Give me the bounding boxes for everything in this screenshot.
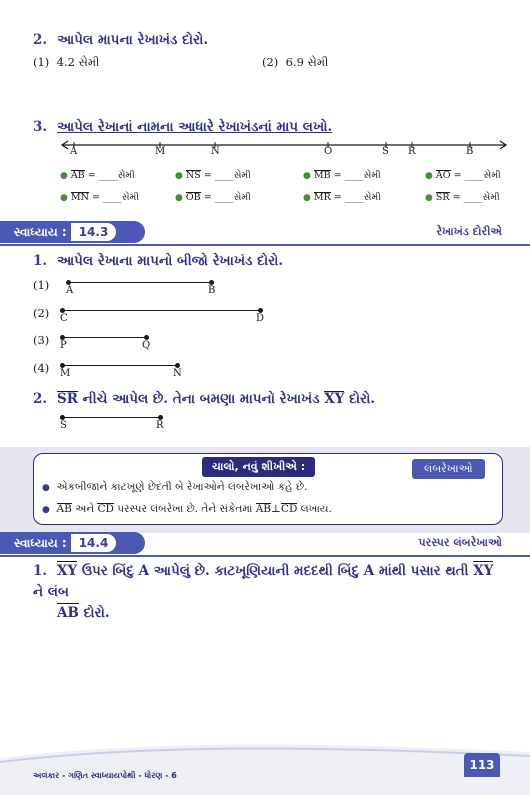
number-line: [60, 138, 510, 160]
segment-cd: [62, 310, 260, 311]
segment-pq: [62, 337, 146, 338]
point-label: A: [66, 285, 74, 296]
point-label: B: [466, 146, 474, 157]
footer-book-title: અલંકાર - ગણિત સ્વાધ્યાયપોથી - ધોરણ - 6: [33, 771, 177, 780]
q2-item-1: (1) 4.2 સેમી: [33, 55, 100, 69]
learn-topic: લંબરેખાઓ: [412, 459, 485, 479]
banner-rule: [0, 244, 530, 246]
footer: [0, 730, 530, 795]
point-label: R: [156, 420, 164, 431]
bullet-icon: ●: [42, 483, 50, 493]
bullet-icon: ●: [425, 193, 433, 203]
q3-heading: 3. આપેલ રેખાનાં નામના આધારે રેખાખંડનાં માપ લખો.: [33, 119, 333, 135]
exercise-title: રેખાખંડ દોરીએ: [436, 225, 502, 238]
bullet-icon: ●: [60, 193, 68, 203]
banner-rule: [0, 555, 530, 557]
point-label: B: [208, 285, 216, 296]
point-label: M: [60, 368, 71, 379]
point-label: S: [382, 146, 389, 157]
e1-item-3: (3): [33, 333, 50, 347]
line-svg: [60, 138, 510, 160]
q2-item-2: (2) 6.9 સેમી: [262, 55, 329, 69]
bullet-icon: ●: [425, 171, 433, 181]
e1-item-4: (4): [33, 361, 50, 375]
bullet-icon: ●: [175, 171, 183, 181]
measure-blank: ● MB = ____સેમી: [303, 170, 381, 181]
point-label: N: [173, 368, 182, 379]
measure-blank: ● AB = ____સેમી: [60, 170, 135, 181]
bullet-icon: ●: [175, 193, 183, 203]
point-label: R: [408, 146, 416, 157]
bullet-icon: ●: [303, 193, 311, 203]
point-label: O: [324, 146, 333, 157]
measure-blank: ● MN = ____સેમી: [60, 192, 140, 203]
exercise-title: પરસ્પર લંબરેખાઓ: [418, 536, 502, 549]
e1-item-1: (1): [33, 278, 50, 292]
e2-heading: 2. SR નીચે આપેલ છે. તેના બમણા માપનો રેખાખંડ XY દોરો.: [33, 391, 376, 407]
q2-heading: 2. આપેલ માપના રેખાખંડ દોરો.: [33, 32, 209, 48]
measure-blank: ● SR = ____સેમી: [425, 192, 500, 203]
exercise-banner-14-3: [0, 221, 530, 246]
learn-bullet-1: ● એકબીજાને કાટખૂણે છેદતી બે રેખાઓને લંબરેખાઓ કહે છે.: [42, 481, 308, 493]
e1-item-2: (2): [33, 306, 50, 320]
segment-ab: [68, 282, 211, 283]
measure-blank: ● NS = ____સેમી: [175, 170, 251, 181]
measure-blank: ● MR = ____સેમી: [303, 192, 381, 203]
exercise-label: સ્વાધ્યાય : 14.3: [0, 221, 145, 243]
f1-heading: 1. XY ઉપર બિંદુ A આપેલું છે. કાટખૂણિયાની મદદથી બિંદુ A માંથી પસાર થતી XY ને લંબ AB દોરો.: [33, 561, 503, 624]
measure-blank: ● OB = ____સેમી: [175, 192, 251, 203]
bullet-icon: ●: [60, 171, 68, 181]
segment-mn: [62, 365, 177, 366]
point-label: M: [155, 146, 166, 157]
point-label: Q: [142, 340, 151, 351]
segment-sr: [62, 417, 160, 418]
point-label: C: [60, 313, 68, 324]
point-label: D: [256, 313, 265, 324]
exercise-banner-14-4: [0, 532, 530, 557]
learn-bullet-2: ● AB અને CD પરસ્પર લંબરેખા છે. તેને સંકેતમાં AB⊥CD લખાય.: [42, 503, 332, 515]
learn-tag: ચાલો, નવું શીખીએ :: [202, 457, 315, 477]
point-label: S: [60, 420, 67, 431]
page-number: 113: [464, 753, 500, 777]
point-label: A: [70, 146, 78, 157]
bullet-icon: ●: [42, 505, 50, 515]
measure-blank: ● AO = ____સેમી: [425, 170, 501, 181]
point-label: N: [211, 146, 220, 157]
footer-wave: [0, 730, 530, 795]
point-label: P: [60, 340, 67, 351]
exercise-label: સ્વાધ્યાય : 14.4: [0, 532, 145, 554]
bullet-icon: ●: [303, 171, 311, 181]
e1-heading: 1. આપેલ રેખાના માપનો બીજો રેખાખંડ દોરો.: [33, 253, 284, 269]
